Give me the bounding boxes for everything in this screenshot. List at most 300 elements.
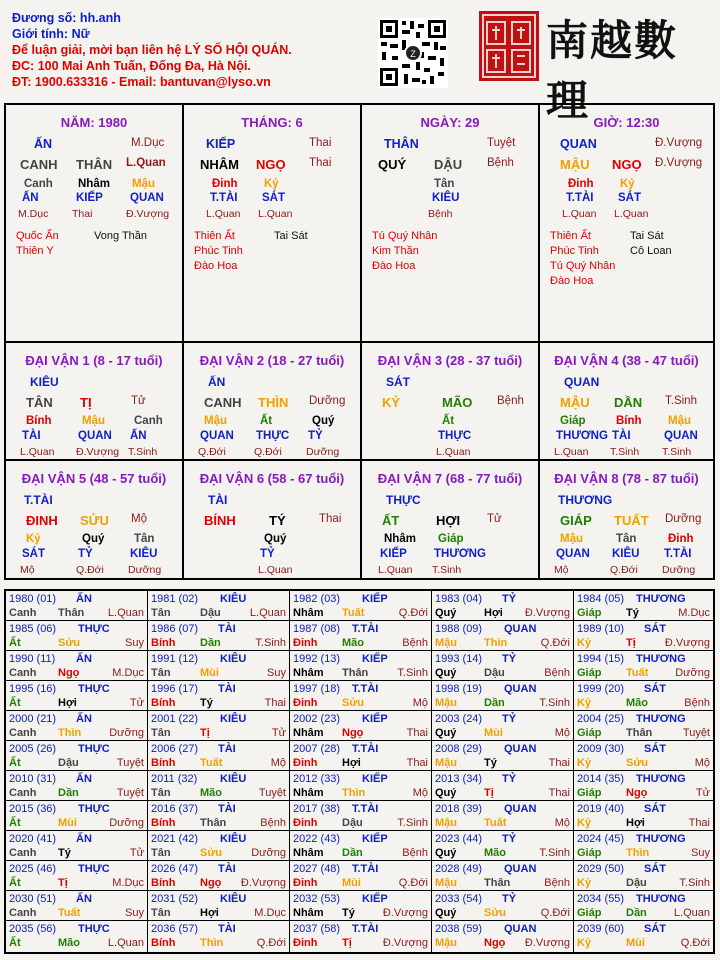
year-branch: Dậu (342, 817, 363, 829)
year-life: Bệnh (402, 637, 428, 649)
year-god: KIÊU (220, 713, 247, 725)
year-branch: Tuất (200, 757, 223, 769)
year-life: Tử (271, 727, 286, 739)
year-stem: Đinh (293, 757, 318, 769)
year-label: 1985 (06) (9, 623, 57, 635)
year-cell[interactable] (6, 801, 148, 831)
hidden-life: Q.Đới (76, 564, 104, 576)
dai-van-8[interactable] (540, 461, 713, 580)
year-god: SÁT (644, 803, 666, 815)
year-cell[interactable] (290, 621, 432, 651)
year-life: Mộ (412, 787, 428, 799)
year-cell[interactable] (290, 711, 432, 741)
star-good: Thiên Ất (194, 230, 235, 242)
hidden-god: KIÊU (612, 548, 640, 560)
pillar-title: NGÀY: 29 (420, 115, 480, 130)
year-life: M.Dục (112, 667, 144, 679)
year-cell[interactable] (6, 771, 148, 801)
hidden-life: M.Dục (18, 208, 49, 220)
year-stem: Canh (9, 847, 37, 859)
year-cell[interactable] (148, 831, 290, 861)
year-cell[interactable] (432, 621, 574, 651)
year-god: KIẾP (362, 773, 388, 785)
hidden-god: THƯƠNG (556, 430, 608, 442)
year-cell[interactable] (290, 921, 432, 952)
dai-van-life: Dưỡng (309, 395, 346, 407)
year-god: THỰC (78, 803, 110, 815)
hidden-life: T.Sinh (662, 446, 692, 458)
year-god: KIẾP (362, 653, 388, 665)
year-god: THỰC (78, 743, 110, 755)
year-god: KIÊU (220, 773, 247, 785)
year-life: Q.Đới (680, 937, 710, 949)
year-god: T.TÀI (352, 863, 379, 875)
pillar-title: NĂM: 1980 (60, 115, 128, 130)
hidden-god: KIẾP (380, 548, 407, 560)
year-life: M.Dục (254, 907, 286, 919)
hidden-stem: Quý (312, 415, 335, 427)
year-cell[interactable] (6, 831, 148, 861)
year-god: KIẾP (362, 593, 388, 605)
pillar-stem: MẬU (560, 157, 590, 172)
year-stem: Kỷ (577, 937, 592, 949)
year-god: TỶ (502, 653, 517, 665)
year-branch: Dần (626, 907, 647, 919)
hidden-god: QUAN (78, 430, 112, 442)
year-cell[interactable] (148, 621, 290, 651)
year-cell[interactable] (432, 741, 574, 771)
star-good: Thiên Ất (550, 230, 591, 242)
year-branch: Mão (342, 637, 364, 649)
year-cell[interactable] (574, 591, 713, 621)
star-bad: Tai Sát (274, 230, 308, 242)
year-god: KIÊU (220, 593, 247, 605)
year-branch: Tuất (342, 607, 365, 619)
star-good: Kim Thần (372, 245, 419, 257)
year-cell[interactable] (574, 771, 713, 801)
year-cell[interactable] (432, 831, 574, 861)
year-stem: Nhâm (293, 787, 324, 799)
year-stem: Đinh (293, 877, 318, 889)
year-life: Đ.Vượng (240, 877, 286, 889)
year-label: 2032 (53) (293, 893, 341, 905)
year-life: Đ.Vượng (382, 937, 428, 949)
seal-stamp-icon (478, 10, 540, 82)
hidden-god: TỶ (260, 548, 275, 560)
dai-van-title: ĐẠI VẬN 1 (8 - 17 tuổi) (25, 353, 163, 368)
hidden-life: Đ.Vượng (76, 446, 120, 458)
year-cell[interactable] (290, 741, 432, 771)
year-god: KIẾP (362, 833, 388, 845)
year-label: 1981 (02) (151, 593, 199, 605)
year-god: TÀI (218, 743, 236, 755)
year-cell[interactable] (148, 921, 290, 952)
hidden-stem: Mậu (82, 415, 105, 427)
year-branch: Mão (200, 787, 222, 799)
year-cell[interactable] (6, 891, 148, 921)
year-cell[interactable] (574, 711, 713, 741)
pillar-stage: Thai (309, 137, 332, 149)
year-stem: Tân (151, 847, 171, 859)
year-god: QUAN (504, 863, 537, 875)
year-cell[interactable] (6, 921, 148, 952)
year-god: KIÊU (220, 653, 247, 665)
year-god: T.TÀI (352, 683, 379, 695)
hidden-stem: Mậu (204, 415, 227, 427)
hidden-life: Dưỡng (306, 446, 340, 458)
star-bad: Cô Loan (630, 245, 672, 257)
year-label: 1991 (12) (151, 653, 199, 665)
year-cell[interactable] (432, 921, 574, 952)
year-cell[interactable] (432, 681, 574, 711)
phone-email[interactable]: ĐT: 1900.633316 - Email: bantuvan@lyso.vn (12, 75, 271, 89)
year-cell[interactable] (290, 801, 432, 831)
year-life: Tuyệt (116, 757, 144, 769)
year-stem: Nhâm (293, 667, 324, 679)
hidden-stem: Tân (134, 533, 155, 545)
dai-van-life: T.Sinh (665, 395, 697, 407)
dai-van-6[interactable] (184, 461, 362, 580)
chart-grid (4, 103, 715, 580)
dai-van-god: THỰC (386, 493, 421, 507)
year-life: Dưỡng (251, 847, 286, 859)
yearly-luck-table (4, 589, 715, 954)
year-cell[interactable] (290, 891, 432, 921)
year-label: 2014 (35) (577, 773, 625, 785)
dai-van-stem: BÍNH (204, 513, 236, 528)
year-god: ẤN (76, 893, 92, 905)
hidden-god: SÁT (618, 192, 641, 204)
year-god: SÁT (644, 683, 666, 695)
year-label: 2034 (55) (577, 893, 625, 905)
pillar-life: Thai (309, 157, 332, 169)
hidden-life: L.Quan (554, 446, 589, 458)
dai-van-branch: MÃO (442, 395, 473, 410)
hidden-life: L.Quan (258, 564, 293, 576)
year-life: T.Sinh (397, 667, 428, 679)
year-stem: Quý (435, 607, 457, 619)
year-life: Đ.Vượng (524, 937, 570, 949)
year-life: Q.Đới (398, 607, 428, 619)
year-cell[interactable] (432, 711, 574, 741)
dai-van-branch: DẦN (614, 395, 643, 410)
year-god: THƯƠNG (636, 833, 686, 845)
hidden-stem: Kỷ (26, 533, 41, 545)
year-stem: Giáp (577, 787, 602, 799)
year-stem: Quý (435, 727, 457, 739)
year-stem: Ất (9, 937, 21, 949)
year-life: Mộ (270, 757, 286, 769)
year-stem: Nhâm (293, 847, 324, 859)
year-branch: Dậu (626, 877, 647, 889)
dai-van-5[interactable] (6, 461, 184, 580)
year-cell[interactable] (574, 831, 713, 861)
year-branch: Dần (484, 697, 505, 709)
hidden-life: T.Sinh (432, 564, 462, 576)
year-branch: Ngọ (626, 787, 648, 799)
year-label: 2026 (47) (151, 863, 199, 875)
year-stem: Canh (9, 787, 37, 799)
year-life: T.Sinh (539, 847, 570, 859)
year-stem: Giáp (577, 907, 602, 919)
year-label: 1997 (18) (293, 683, 341, 695)
dai-van-7[interactable] (362, 461, 540, 580)
year-branch: Thân (484, 877, 511, 889)
year-cell[interactable] (432, 771, 574, 801)
year-cell[interactable] (148, 591, 290, 621)
year-cell[interactable] (290, 861, 432, 891)
year-label: 2021 (42) (151, 833, 199, 845)
year-label: 2015 (36) (9, 803, 57, 815)
year-life: Tử (129, 847, 144, 859)
hidden-life: Dưỡng (662, 564, 696, 576)
year-cell[interactable] (6, 591, 148, 621)
hidden-life: Dưỡng (128, 564, 162, 576)
year-life: Thai (548, 787, 570, 799)
year-label: 1988 (09) (435, 623, 483, 635)
hidden-god: T.TÀI (210, 192, 238, 204)
year-cell[interactable] (574, 681, 713, 711)
pillar-stem: QUÝ (378, 157, 407, 172)
hidden-god: QUAN (556, 548, 590, 560)
contact-note: Để luận giải, mời bạn liên hệ LÝ SỐ HỘI QUÁN. (12, 43, 292, 57)
year-life: Mộ (412, 697, 428, 709)
dai-van-branch: TUẤT (614, 513, 649, 528)
hidden-stem: Kỷ (264, 178, 279, 190)
year-cell[interactable] (6, 681, 148, 711)
year-stem: Giáp (577, 847, 602, 859)
year-branch: Mùi (200, 667, 219, 679)
dai-van-title: ĐẠI VẬN 2 (18 - 27 tuổi) (199, 353, 345, 368)
year-cell[interactable] (6, 621, 148, 651)
year-branch: Hợi (484, 607, 503, 619)
dai-van-title: ĐẠI VẬN 8 (78 - 87 tuổi) (554, 471, 699, 486)
year-stem: Bính (151, 937, 176, 949)
year-god: ẤN (76, 713, 92, 725)
hidden-life: Bệnh (428, 208, 453, 220)
year-label: 1994 (15) (577, 653, 625, 665)
brand-logo: 南越數理 (546, 16, 679, 125)
dai-van-stem: GIÁP (560, 513, 592, 528)
qr-code-icon (378, 18, 448, 88)
hidden-stem: Giáp (560, 415, 586, 427)
pillar-god: THÂN (384, 137, 419, 151)
pillar-title: GIỜ: 12:30 (593, 115, 660, 130)
dai-van-1[interactable] (6, 343, 184, 461)
year-stem: Mậu (435, 637, 457, 649)
hidden-god: THỰC (438, 430, 472, 442)
year-label: 1996 (17) (151, 683, 199, 695)
year-stem: Bính (151, 637, 176, 649)
dai-van-stem: MẬU (560, 395, 590, 410)
pillar-god: QUAN (560, 137, 597, 151)
hidden-god: TỶ (78, 548, 93, 560)
year-god: THƯƠNG (636, 593, 686, 605)
year-life: Suy (125, 907, 144, 919)
year-god: THỰC (78, 623, 110, 635)
year-label: 2031 (52) (151, 893, 199, 905)
year-life: Bệnh (684, 697, 710, 709)
year-god: TỶ (502, 713, 517, 725)
year-cell[interactable] (148, 651, 290, 681)
year-label: 2004 (25) (577, 713, 625, 725)
dai-van-life: Mộ (131, 513, 147, 525)
year-god: TÀI (218, 803, 236, 815)
year-cell[interactable] (574, 921, 713, 952)
year-branch: Hợi (342, 757, 361, 769)
year-label: 2013 (34) (435, 773, 483, 785)
star-bad: Tai Sát (630, 230, 664, 242)
hidden-life: Mộ (554, 564, 569, 576)
star-good: Thiên Y (16, 245, 54, 257)
hidden-god: TÀI (612, 430, 631, 442)
pillar-life: Đ.Vượng (655, 157, 703, 169)
year-branch: Hợi (58, 697, 77, 709)
year-god: SÁT (644, 623, 666, 635)
year-cell[interactable] (290, 771, 432, 801)
year-cell[interactable] (574, 801, 713, 831)
hidden-god: SÁT (262, 192, 285, 204)
dai-van-3[interactable] (362, 343, 540, 461)
year-life: T.Sinh (255, 637, 286, 649)
year-label: 2035 (56) (9, 923, 57, 935)
year-cell[interactable] (290, 831, 432, 861)
year-branch: Ngọ (200, 877, 222, 889)
header-info (12, 10, 292, 90)
year-life: M.Dục (112, 877, 144, 889)
year-life: Tử (695, 787, 710, 799)
year-life: Đ.Vượng (382, 907, 428, 919)
year-life: T.Sinh (539, 697, 570, 709)
year-cell[interactable] (432, 801, 574, 831)
hidden-god: SÁT (22, 548, 45, 560)
year-cell[interactable] (148, 891, 290, 921)
hidden-stem: Mậu (560, 533, 583, 545)
year-life: Mộ (554, 817, 570, 829)
year-god: ẤN (76, 593, 92, 605)
year-god: KIẾP (362, 713, 388, 725)
year-stem: Kỷ (577, 817, 592, 829)
hidden-life: L.Quan (378, 564, 413, 576)
year-cell[interactable] (6, 711, 148, 741)
pillar-title: THÁNG: 6 (241, 115, 303, 130)
year-stem: Ất (9, 817, 21, 829)
year-cell[interactable] (290, 651, 432, 681)
pillar-branch: THÂN (76, 157, 113, 172)
year-branch: Dậu (58, 757, 79, 769)
star-good: Đào Hoa (372, 260, 416, 272)
year-cell[interactable] (148, 681, 290, 711)
year-label: 2027 (48) (293, 863, 341, 875)
year-branch: Mùi (484, 727, 503, 739)
year-cell[interactable] (432, 591, 574, 621)
pillar-life: L.Quan (126, 157, 166, 169)
year-stem: Mậu (435, 757, 457, 769)
year-label: 1993 (14) (435, 653, 483, 665)
year-cell[interactable] (6, 741, 148, 771)
dai-van-god: TÀI (208, 493, 228, 507)
year-label: 2001 (22) (151, 713, 199, 725)
hidden-god: KIÊU (432, 192, 460, 204)
dai-van-4[interactable] (540, 343, 713, 461)
year-cell[interactable] (574, 621, 713, 651)
dai-van-life: Tử (487, 513, 502, 525)
year-life: L.Quan (107, 937, 144, 949)
year-label: 1990 (11) (9, 653, 56, 665)
hidden-god: ẤN (22, 192, 39, 204)
year-branch: Thân (342, 667, 369, 679)
dai-van-2[interactable] (184, 343, 362, 461)
year-stem: Giáp (577, 727, 602, 739)
year-cell[interactable] (148, 861, 290, 891)
year-god: ẤN (76, 773, 92, 785)
year-label: 2008 (29) (435, 743, 483, 755)
year-cell[interactable] (432, 651, 574, 681)
pillar-branch: NGỌ (256, 157, 286, 172)
star-good: Đào Hoa (194, 260, 238, 272)
year-stem: Mậu (435, 877, 457, 889)
year-god: THỰC (78, 923, 110, 935)
dai-van-branch: HỢI (436, 513, 461, 528)
year-cell[interactable] (148, 801, 290, 831)
year-cell[interactable] (432, 891, 574, 921)
year-cell[interactable] (290, 681, 432, 711)
year-stem: Quý (435, 907, 457, 919)
year-life: Q.Đới (256, 937, 286, 949)
year-cell[interactable] (148, 711, 290, 741)
year-cell[interactable] (574, 651, 713, 681)
year-god: T.TÀI (352, 743, 379, 755)
year-stem: Ất (9, 757, 21, 769)
year-cell[interactable] (574, 861, 713, 891)
year-branch: Thìn (484, 637, 508, 649)
year-stem: Canh (9, 907, 37, 919)
dai-van-life: Thai (319, 513, 342, 525)
year-god: SÁT (644, 743, 666, 755)
year-branch: Tuất (484, 817, 507, 829)
year-label: 2025 (46) (9, 863, 57, 875)
year-cell[interactable] (6, 861, 148, 891)
year-cell[interactable] (6, 651, 148, 681)
year-branch: Thìn (200, 937, 224, 949)
year-branch: Mùi (626, 937, 645, 949)
year-god: TỶ (502, 833, 517, 845)
year-label: 2006 (27) (151, 743, 199, 755)
year-cell[interactable] (148, 771, 290, 801)
gender: Giới tính: Nữ (12, 27, 90, 41)
address: ĐC: 100 Mai Anh Tuấn, Đống Đa, Hà Nội. (12, 59, 251, 73)
year-stem: Quý (435, 787, 457, 799)
year-cell[interactable] (574, 741, 713, 771)
year-god: ẤN (76, 653, 92, 665)
year-god: T.TÀI (352, 803, 379, 815)
year-life: Q.Đới (540, 907, 570, 919)
year-cell[interactable] (290, 591, 432, 621)
year-label: 2000 (21) (9, 713, 57, 725)
year-cell[interactable] (574, 891, 713, 921)
year-cell[interactable] (432, 861, 574, 891)
year-life: L.Quan (673, 907, 710, 919)
dai-van-title: ĐẠI VẬN 4 (38 - 47 tuổi) (554, 353, 699, 368)
year-stem: Canh (9, 607, 37, 619)
year-branch: Ngọ (342, 727, 364, 739)
year-life: Tuyệt (682, 727, 710, 739)
star-good: Đào Hoa (550, 275, 594, 287)
year-god: QUAN (504, 683, 537, 695)
hidden-life: Q.Đới (198, 446, 226, 458)
year-cell[interactable] (148, 741, 290, 771)
star-good: Phúc Tinh (194, 245, 243, 257)
